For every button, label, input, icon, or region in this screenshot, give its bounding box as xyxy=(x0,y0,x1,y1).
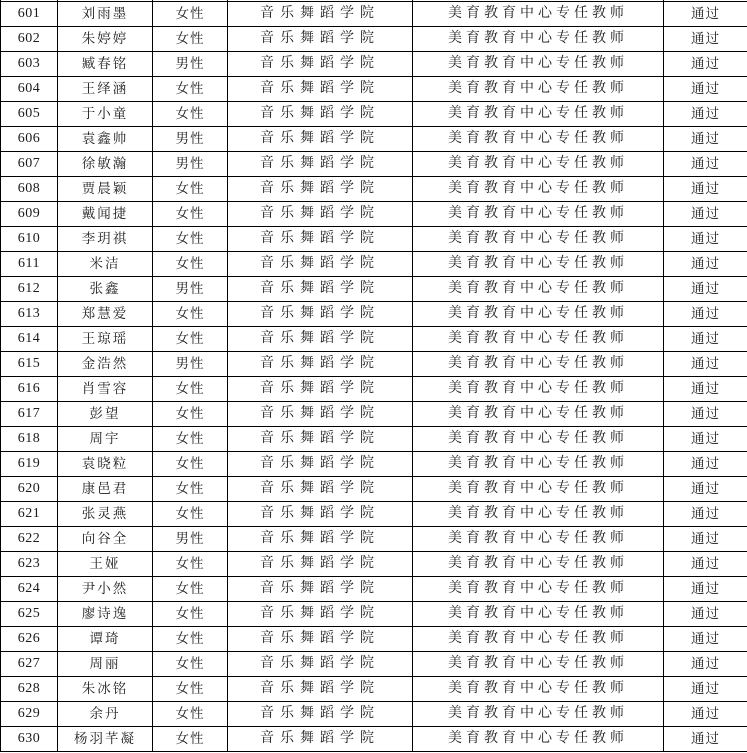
cell-gender: 女性 xyxy=(153,327,228,352)
cell-gender: 男性 xyxy=(153,277,228,302)
cell-position: 美育教育中心专任教师 xyxy=(413,377,664,402)
table-row xyxy=(1,602,747,627)
cell-college: 音乐舞蹈学院 xyxy=(228,152,413,177)
table-row xyxy=(1,77,747,102)
cell-number: 616 xyxy=(1,377,58,402)
table-row xyxy=(1,652,747,677)
table-row xyxy=(1,302,747,327)
cell-number: 622 xyxy=(1,527,58,552)
cell-college: 音乐舞蹈学院 xyxy=(228,427,413,452)
cell-gender: 女性 xyxy=(153,702,228,727)
table-row xyxy=(1,452,747,477)
cell-result: 通过 xyxy=(664,152,747,177)
table-row xyxy=(1,252,747,277)
cell-gender: 女性 xyxy=(153,202,228,227)
cell-result: 通过 xyxy=(664,2,747,27)
cell-number: 617 xyxy=(1,402,58,427)
cell-gender: 男性 xyxy=(153,352,228,377)
cell-college: 音乐舞蹈学院 xyxy=(228,352,413,377)
cell-position: 美育教育中心专任教师 xyxy=(413,502,664,527)
cell-result: 通过 xyxy=(664,552,747,577)
cell-position: 美育教育中心专任教师 xyxy=(413,402,664,427)
cell-position: 美育教育中心专任教师 xyxy=(413,727,664,752)
cell-name: 向谷全 xyxy=(58,527,153,552)
cell-number: 614 xyxy=(1,327,58,352)
cell-result: 通过 xyxy=(664,277,747,302)
cell-gender: 女性 xyxy=(153,652,228,677)
cell-result: 通过 xyxy=(664,477,747,502)
cell-college: 音乐舞蹈学院 xyxy=(228,727,413,752)
cell-result: 通过 xyxy=(664,352,747,377)
table-row xyxy=(1,502,747,527)
cell-name: 周宇 xyxy=(58,427,153,452)
cell-gender: 女性 xyxy=(153,77,228,102)
cell-number: 607 xyxy=(1,152,58,177)
cell-college: 音乐舞蹈学院 xyxy=(228,627,413,652)
cell-college: 音乐舞蹈学院 xyxy=(228,277,413,302)
cell-name: 余丹 xyxy=(58,702,153,727)
table-row xyxy=(1,102,747,127)
cell-college: 音乐舞蹈学院 xyxy=(228,77,413,102)
cell-name: 谭琦 xyxy=(58,627,153,652)
cell-name: 王琼瑶 xyxy=(58,327,153,352)
cell-name: 彭望 xyxy=(58,402,153,427)
cell-name: 廖诗逸 xyxy=(58,602,153,627)
cell-position: 美育教育中心专任教师 xyxy=(413,27,664,52)
table-row xyxy=(1,477,747,502)
cell-gender: 女性 xyxy=(153,2,228,27)
cell-number: 628 xyxy=(1,677,58,702)
cell-position: 美育教育中心专任教师 xyxy=(413,327,664,352)
cell-gender: 女性 xyxy=(153,227,228,252)
cell-college: 音乐舞蹈学院 xyxy=(228,702,413,727)
cell-position: 美育教育中心专任教师 xyxy=(413,2,664,27)
cell-result: 通过 xyxy=(664,127,747,152)
cell-number: 619 xyxy=(1,452,58,477)
table-row xyxy=(1,52,747,77)
cell-gender: 女性 xyxy=(153,452,228,477)
cell-result: 通过 xyxy=(664,452,747,477)
cell-gender: 女性 xyxy=(153,727,228,752)
cell-college: 音乐舞蹈学院 xyxy=(228,677,413,702)
cell-number: 615 xyxy=(1,352,58,377)
cell-college: 音乐舞蹈学院 xyxy=(228,602,413,627)
cell-gender: 女性 xyxy=(153,27,228,52)
cell-name: 米洁 xyxy=(58,252,153,277)
cell-gender: 女性 xyxy=(153,302,228,327)
cell-result: 通过 xyxy=(664,602,747,627)
cell-name: 金浩然 xyxy=(58,352,153,377)
cell-position: 美育教育中心专任教师 xyxy=(413,452,664,477)
cell-college: 音乐舞蹈学院 xyxy=(228,452,413,477)
cell-name: 王娅 xyxy=(58,552,153,577)
table-row xyxy=(1,702,747,727)
cell-result: 通过 xyxy=(664,302,747,327)
cell-number: 601 xyxy=(1,2,58,27)
cell-number: 605 xyxy=(1,102,58,127)
cell-result: 通过 xyxy=(664,77,747,102)
cell-gender: 女性 xyxy=(153,252,228,277)
cell-number: 602 xyxy=(1,27,58,52)
cell-result: 通过 xyxy=(664,427,747,452)
table-row xyxy=(1,377,747,402)
cell-number: 618 xyxy=(1,427,58,452)
cell-gender: 男性 xyxy=(153,127,228,152)
table-row xyxy=(1,202,747,227)
cell-name: 朱冰铭 xyxy=(58,677,153,702)
cell-college: 音乐舞蹈学院 xyxy=(228,552,413,577)
cell-position: 美育教育中心专任教师 xyxy=(413,677,664,702)
cell-result: 通过 xyxy=(664,202,747,227)
cell-college: 音乐舞蹈学院 xyxy=(228,252,413,277)
cell-number: 612 xyxy=(1,277,58,302)
cell-number: 625 xyxy=(1,602,58,627)
cell-number: 603 xyxy=(1,52,58,77)
cell-college: 音乐舞蹈学院 xyxy=(228,577,413,602)
cell-name: 朱婷婷 xyxy=(58,27,153,52)
cell-number: 626 xyxy=(1,627,58,652)
cell-number: 606 xyxy=(1,127,58,152)
cell-position: 美育教育中心专任教师 xyxy=(413,202,664,227)
cell-result: 通过 xyxy=(664,102,747,127)
cell-position: 美育教育中心专任教师 xyxy=(413,427,664,452)
table-row xyxy=(1,402,747,427)
cell-number: 629 xyxy=(1,702,58,727)
cell-result: 通过 xyxy=(664,177,747,202)
cell-position: 美育教育中心专任教师 xyxy=(413,552,664,577)
cell-number: 604 xyxy=(1,77,58,102)
table-row xyxy=(1,152,747,177)
table-row xyxy=(1,327,747,352)
cell-number: 630 xyxy=(1,727,58,752)
cell-position: 美育教育中心专任教师 xyxy=(413,102,664,127)
cell-result: 通过 xyxy=(664,402,747,427)
cell-gender: 男性 xyxy=(153,52,228,77)
cell-college: 音乐舞蹈学院 xyxy=(228,502,413,527)
cell-result: 通过 xyxy=(664,627,747,652)
cell-position: 美育教育中心专任教师 xyxy=(413,277,664,302)
cell-name: 李玥祺 xyxy=(58,227,153,252)
cell-college: 音乐舞蹈学院 xyxy=(228,177,413,202)
cell-college: 音乐舞蹈学院 xyxy=(228,227,413,252)
cell-name: 徐敏瀚 xyxy=(58,152,153,177)
cell-result: 通过 xyxy=(664,702,747,727)
cell-gender: 女性 xyxy=(153,577,228,602)
cell-gender: 女性 xyxy=(153,402,228,427)
cell-college: 音乐舞蹈学院 xyxy=(228,377,413,402)
cell-name: 贾晨颖 xyxy=(58,177,153,202)
cell-position: 美育教育中心专任教师 xyxy=(413,302,664,327)
table-row xyxy=(1,352,747,377)
table-row xyxy=(1,2,747,27)
cell-gender: 女性 xyxy=(153,552,228,577)
cell-result: 通过 xyxy=(664,377,747,402)
cell-gender: 女性 xyxy=(153,477,228,502)
table-row xyxy=(1,627,747,652)
cell-number: 611 xyxy=(1,252,58,277)
cell-college: 音乐舞蹈学院 xyxy=(228,27,413,52)
cell-position: 美育教育中心专任教师 xyxy=(413,227,664,252)
cell-name: 康邑君 xyxy=(58,477,153,502)
cell-result: 通过 xyxy=(664,52,747,77)
cell-position: 美育教育中心专任教师 xyxy=(413,52,664,77)
cell-name: 臧春铭 xyxy=(58,52,153,77)
cell-position: 美育教育中心专任教师 xyxy=(413,627,664,652)
cell-number: 623 xyxy=(1,552,58,577)
cell-name: 袁晓粒 xyxy=(58,452,153,477)
table-row xyxy=(1,677,747,702)
cell-college: 音乐舞蹈学院 xyxy=(228,477,413,502)
cell-result: 通过 xyxy=(664,652,747,677)
cell-number: 624 xyxy=(1,577,58,602)
cell-position: 美育教育中心专任教师 xyxy=(413,152,664,177)
cell-number: 609 xyxy=(1,202,58,227)
cell-college: 音乐舞蹈学院 xyxy=(228,102,413,127)
results-table xyxy=(0,1,747,752)
cell-college: 音乐舞蹈学院 xyxy=(228,402,413,427)
cell-college: 音乐舞蹈学院 xyxy=(228,52,413,77)
cell-name: 肖雪容 xyxy=(58,377,153,402)
cell-name: 戴闻捷 xyxy=(58,202,153,227)
table-row xyxy=(1,727,747,752)
cell-position: 美育教育中心专任教师 xyxy=(413,252,664,277)
cell-name: 张鑫 xyxy=(58,277,153,302)
table-row xyxy=(1,27,747,52)
table-row xyxy=(1,277,747,302)
cell-name: 周丽 xyxy=(58,652,153,677)
cell-number: 608 xyxy=(1,177,58,202)
results-table-body xyxy=(1,2,747,752)
cell-position: 美育教育中心专任教师 xyxy=(413,477,664,502)
cell-name: 刘雨墨 xyxy=(58,2,153,27)
cell-gender: 女性 xyxy=(153,602,228,627)
cell-result: 通过 xyxy=(664,327,747,352)
cell-position: 美育教育中心专任教师 xyxy=(413,77,664,102)
cell-position: 美育教育中心专任教师 xyxy=(413,127,664,152)
cell-college: 音乐舞蹈学院 xyxy=(228,652,413,677)
cell-gender: 女性 xyxy=(153,102,228,127)
cell-position: 美育教育中心专任教师 xyxy=(413,577,664,602)
cell-number: 613 xyxy=(1,302,58,327)
cell-name: 郑慧爱 xyxy=(58,302,153,327)
table-row xyxy=(1,552,747,577)
cell-college: 音乐舞蹈学院 xyxy=(228,127,413,152)
cell-gender: 女性 xyxy=(153,177,228,202)
table-row xyxy=(1,227,747,252)
cell-college: 音乐舞蹈学院 xyxy=(228,527,413,552)
cell-position: 美育教育中心专任教师 xyxy=(413,527,664,552)
cell-number: 620 xyxy=(1,477,58,502)
cell-result: 通过 xyxy=(664,252,747,277)
cell-position: 美育教育中心专任教师 xyxy=(413,652,664,677)
cell-result: 通过 xyxy=(664,727,747,752)
cell-college: 音乐舞蹈学院 xyxy=(228,202,413,227)
cell-gender: 女性 xyxy=(153,627,228,652)
cell-result: 通过 xyxy=(664,527,747,552)
table-row xyxy=(1,527,747,552)
cell-number: 627 xyxy=(1,652,58,677)
cell-gender: 女性 xyxy=(153,502,228,527)
cell-gender: 男性 xyxy=(153,527,228,552)
cell-position: 美育教育中心专任教师 xyxy=(413,602,664,627)
cell-result: 通过 xyxy=(664,577,747,602)
cell-result: 通过 xyxy=(664,27,747,52)
table-row xyxy=(1,177,747,202)
cell-name: 袁鑫帅 xyxy=(58,127,153,152)
table-row xyxy=(1,577,747,602)
cell-name: 尹小然 xyxy=(58,577,153,602)
cell-college: 音乐舞蹈学院 xyxy=(228,2,413,27)
cell-name: 张灵燕 xyxy=(58,502,153,527)
table-row xyxy=(1,127,747,152)
cell-position: 美育教育中心专任教师 xyxy=(413,352,664,377)
cell-college: 音乐舞蹈学院 xyxy=(228,302,413,327)
cell-gender: 女性 xyxy=(153,427,228,452)
table-row xyxy=(1,427,747,452)
cell-number: 610 xyxy=(1,227,58,252)
cell-gender: 女性 xyxy=(153,677,228,702)
cell-result: 通过 xyxy=(664,502,747,527)
cell-college: 音乐舞蹈学院 xyxy=(228,327,413,352)
cell-number: 621 xyxy=(1,502,58,527)
cell-name: 于小童 xyxy=(58,102,153,127)
cell-position: 美育教育中心专任教师 xyxy=(413,177,664,202)
cell-gender: 女性 xyxy=(153,377,228,402)
cell-position: 美育教育中心专任教师 xyxy=(413,702,664,727)
cell-name: 王绎涵 xyxy=(58,77,153,102)
cell-result: 通过 xyxy=(664,677,747,702)
cell-gender: 男性 xyxy=(153,152,228,177)
cell-result: 通过 xyxy=(664,227,747,252)
cell-name: 杨羽芊凝 xyxy=(58,727,153,752)
